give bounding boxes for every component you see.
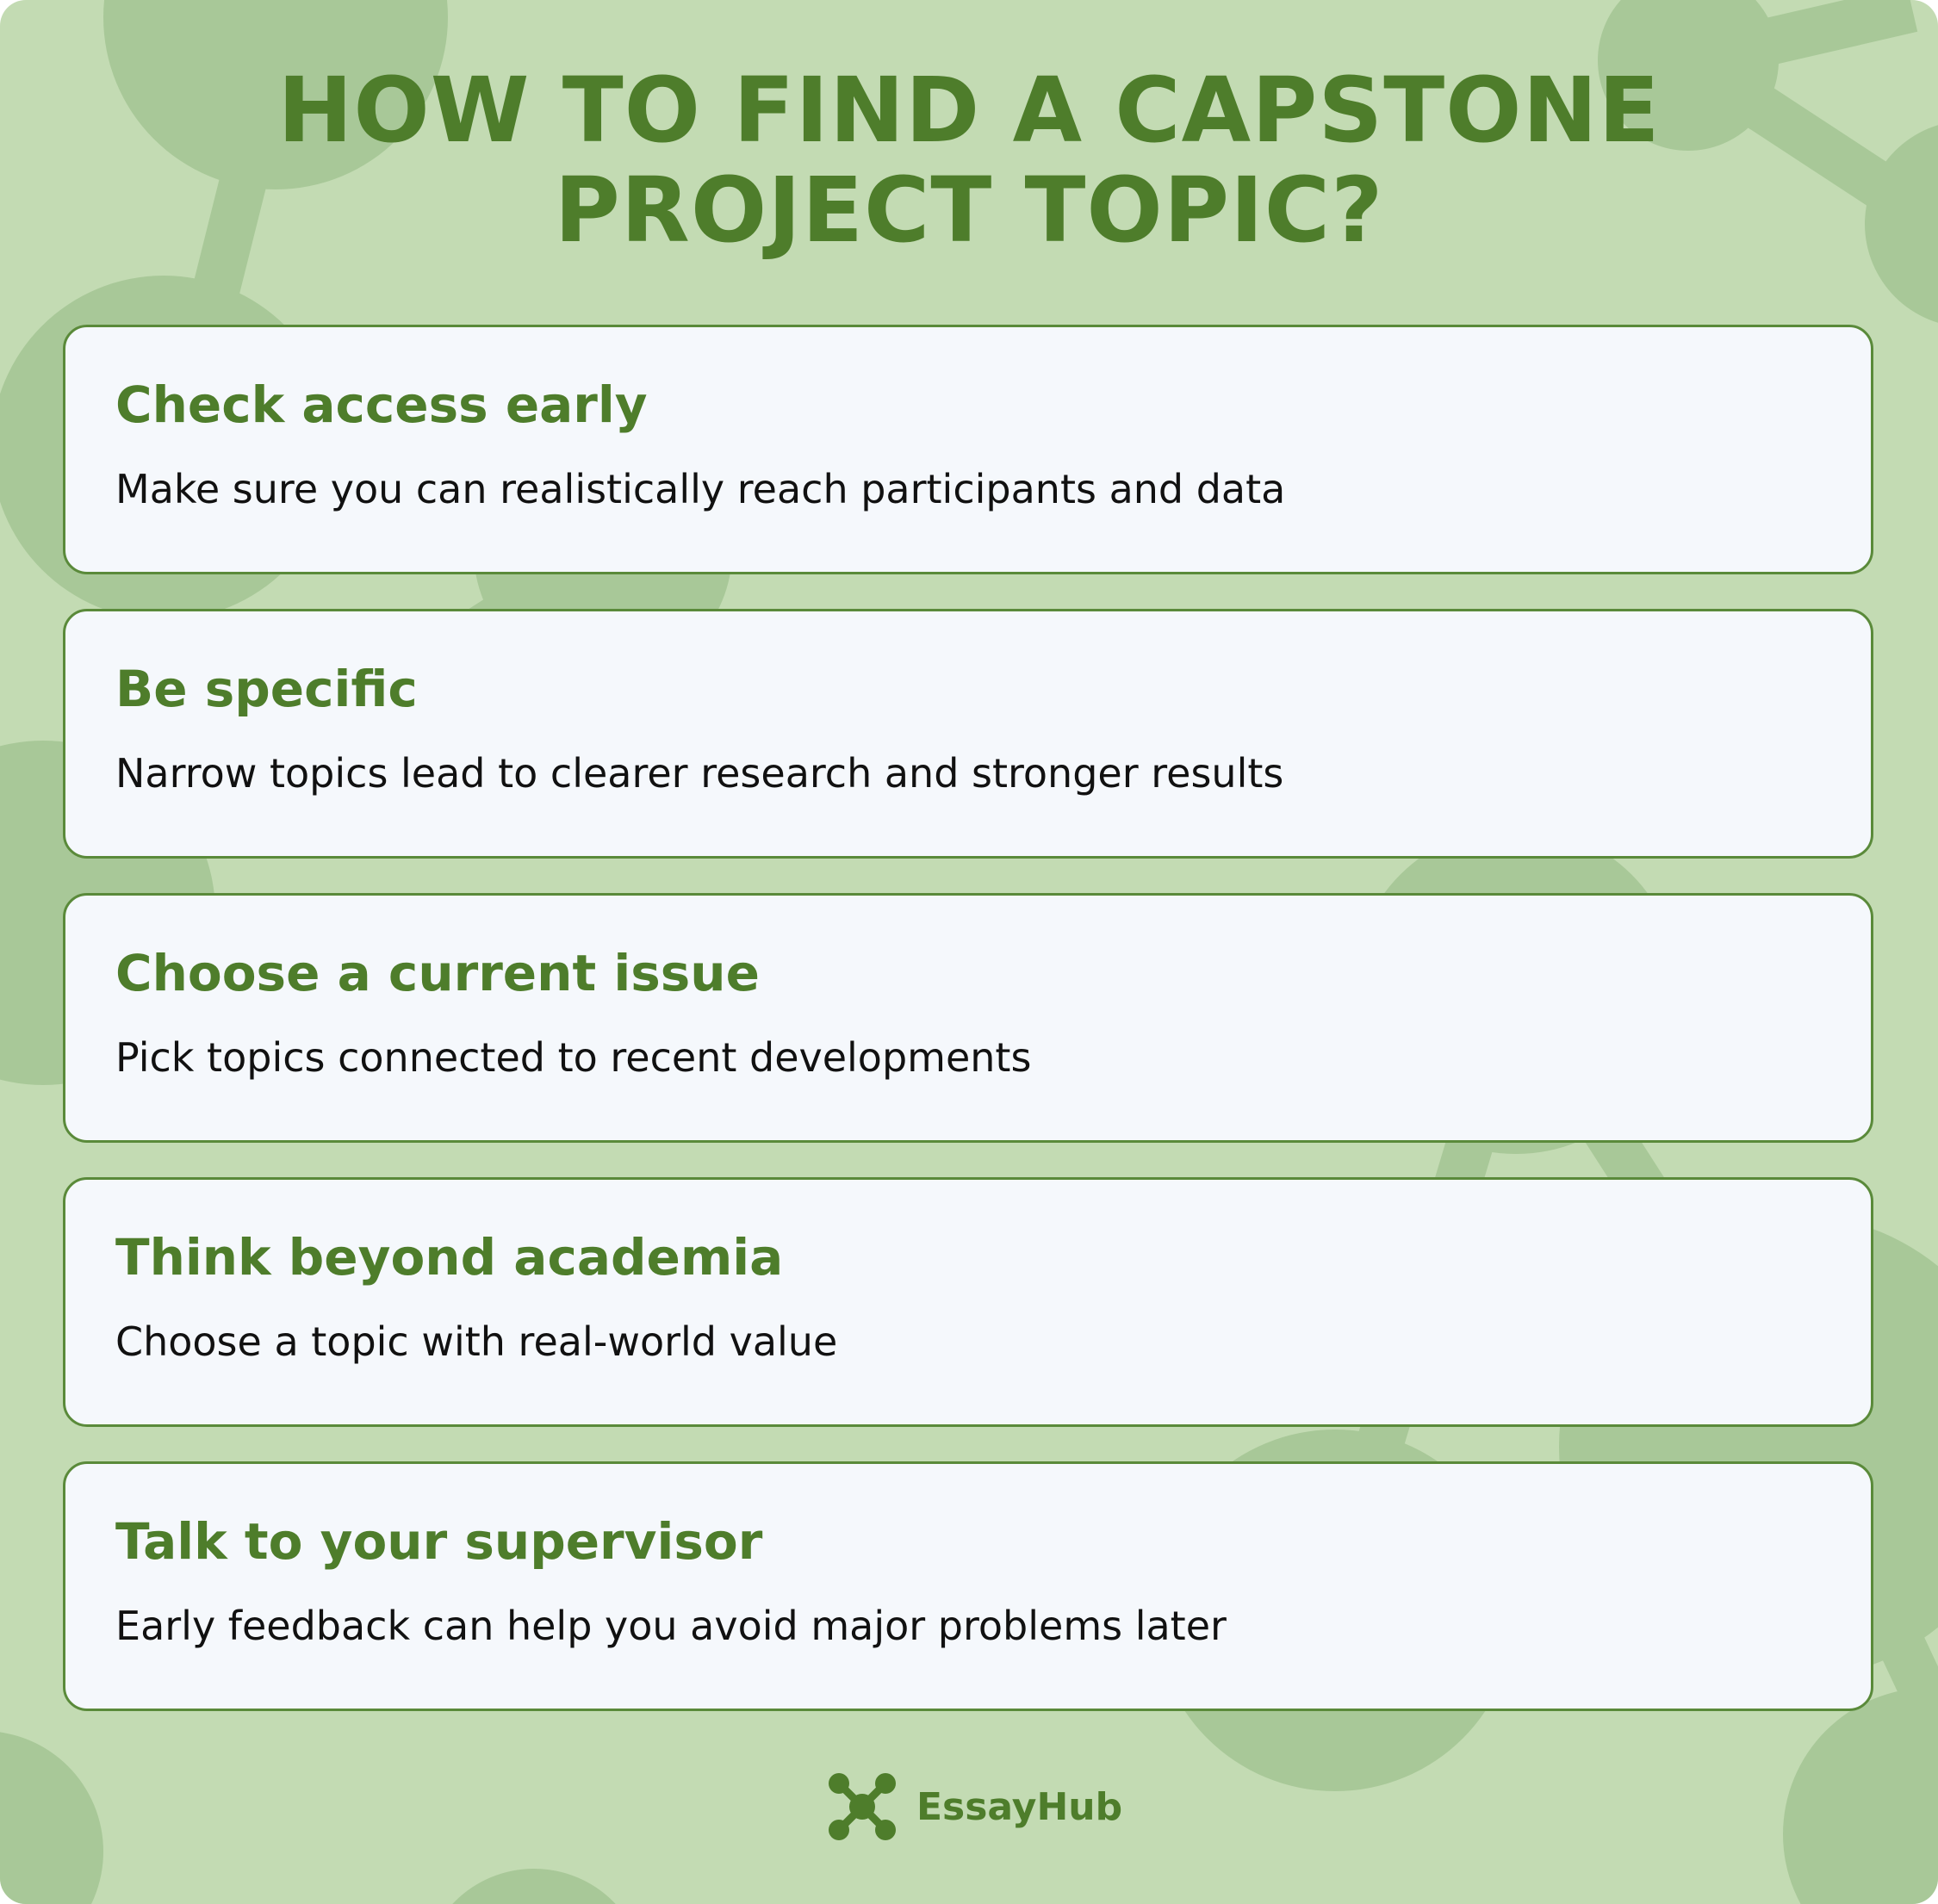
title-line-2: PROJECT TOPIC? (554, 158, 1384, 263)
tip-description: Narrow topics lead to clearer research and stronger results (115, 750, 1284, 797)
tip-card (63, 1177, 1873, 1427)
brand-name: EssayHub (916, 1784, 1123, 1829)
tip-heading: Be specific (115, 660, 418, 718)
tip-heading: Think beyond academia (115, 1228, 784, 1287)
tip-description: Early feedback can help you avoid major problems later (115, 1603, 1227, 1649)
page-title (0, 58, 1938, 263)
tip-heading: Choose a current issue (115, 944, 760, 1002)
molecule-icon (827, 1771, 898, 1842)
tip-card (63, 893, 1873, 1143)
brand-logo-block (827, 1772, 1122, 1841)
tip-description: Choose a topic with real-world value (115, 1318, 838, 1365)
tip-card (63, 325, 1873, 574)
tip-heading: Talk to your supervisor (115, 1512, 763, 1571)
tip-card (63, 609, 1873, 859)
tip-description: Pick topics connected to recent developments (115, 1034, 1032, 1081)
tip-heading: Check access early (115, 375, 648, 434)
title-line-1: HOW TO FIND A CAPSTONE (277, 58, 1661, 163)
tip-description: Make sure you can realistically reach participants and data (115, 466, 1286, 512)
tip-card (63, 1461, 1873, 1711)
